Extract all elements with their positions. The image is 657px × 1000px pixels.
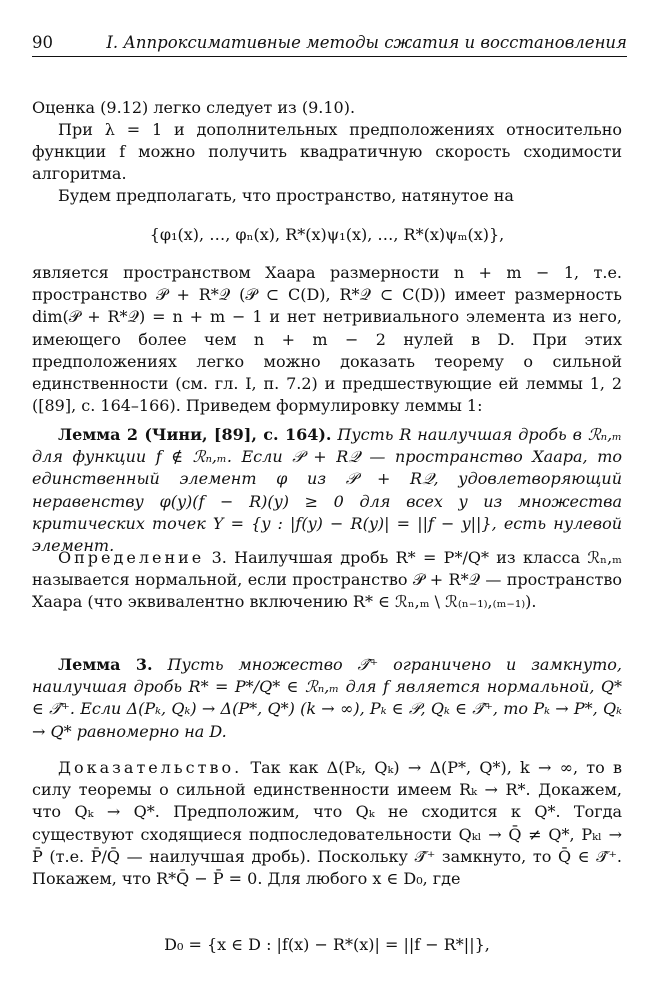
chapter-title: I. Аппроксимативные методы сжатия и восстановления	[106, 33, 627, 52]
definition-text: 3. Наилучшая дробь R* = P*/Q* из класса ℛₙ,ₘ называется нормальной, если пространство 𝒫 + R*𝒬 — пространство Хаара (что эквивалентно включению R* ∈ ℛₙ,ₘ \ ℛ₍ₙ₋₁₎,₍ₘ₋₁₎).	[32, 548, 622, 612]
paragraph-lambda: При λ = 1 и дополнительных предположениях относительно функции f можно получить квадратичную скорость сходимости алгоритма.	[32, 120, 622, 184]
formula-d0: D₀ = {x ∈ D : |f(x) − R*(x)| = ||f − R*||},	[164, 935, 490, 954]
proof-heading: Доказательство.	[58, 758, 243, 777]
lemma-2-heading: Лемма 2 (Чини, [89], с. 164).	[58, 425, 332, 444]
lemma-2	[32, 424, 622, 557]
paragraph-haar-space: является пространством Хаара размерности n + m − 1, т.е. пространство 𝒫 + R*𝒬 (𝒫 ⊂ C(D), R*𝒬 ⊂ C(D)) имеет размерность dim(𝒫 + R*𝒬) = n + m − 1 и нет нетривиального элемента из него, имеющего более чем n + m − 2 нулей в D. При этих предположениях легко можно доказать теорему о сильной единственности (см. гл. I, п. 7.2) и предшествующие ей леммы 1, 2 ([89], с. 164–166). Приведем формулировку леммы 1:	[32, 263, 622, 416]
header-rule	[32, 56, 627, 57]
paragraph-assumption: Будем предполагать, что пространство, натянутое на	[58, 186, 514, 205]
lemma-3	[32, 654, 622, 743]
lemma-2-statement: Пусть R наилучшая дробь в ℛₙ,ₘ для функции f ∉ ℛₙ,ₘ. Если 𝒫 + R𝒬 — пространство Хаара, то единственный элемент φ из 𝒫 + R𝒬, удовлетворяющий неравенству φ(y)(f − R)(y) ≥ 0 для всех y из множества критических точек Y = {y : |f(y) − R(y)| = ||f − y||}, есть нулевой элемент.	[32, 425, 622, 556]
definition-3	[32, 547, 622, 614]
proof	[32, 757, 622, 890]
definition-heading: Определение	[58, 548, 205, 567]
running-header	[32, 32, 627, 54]
lemma-3-statement: Пусть множество 𝒯̂⁺ ограничено и замкнуто, наилучшая дробь R* = P*/Q* ∈ ℛₙ,ₘ для f является нормальной, Q* ∈ 𝒯̂⁺. Если Δ(Pₖ, Qₖ) → Δ(P*, Q*) (k → ∞), Pₖ ∈ 𝒫, Qₖ ∈ 𝒯̂⁺, то Pₖ → P*, Qₖ → Q* равномерно на D.	[32, 655, 623, 741]
page-number: 90	[32, 33, 53, 52]
proof-text: Так как Δ(Pₖ, Qₖ) → Δ(P*, Q*), k → ∞, то в силу теоремы о сильной единственности имеем Rₖ → R*. Докажем, что Qₖ → Q*. Предположим, что Qₖ не сходится к Q*. Тогда существуют сходящиеся подпоследовательности Qₖₗ → Q̄ ≠ Q*, Pₖₗ → P̄ (т.е. P̄/Q̄ — наилучшая дробь). Поскольку 𝒯̂⁺ замкнуто, то Q̄ ∈ 𝒯̂⁺. Покажем, что R*Q̄ − P̄ = 0. Для любого x ∈ D₀, где	[32, 758, 622, 889]
lemma-3-heading: Лемма 3.	[58, 655, 153, 674]
formula-span-set: {φ₁(x), …, φₙ(x), R*(x)ψ₁(x), …, R*(x)ψₘ(x)},	[149, 225, 505, 244]
paragraph-estimate: Оценка (9.12) легко следует из (9.10).	[32, 98, 356, 117]
